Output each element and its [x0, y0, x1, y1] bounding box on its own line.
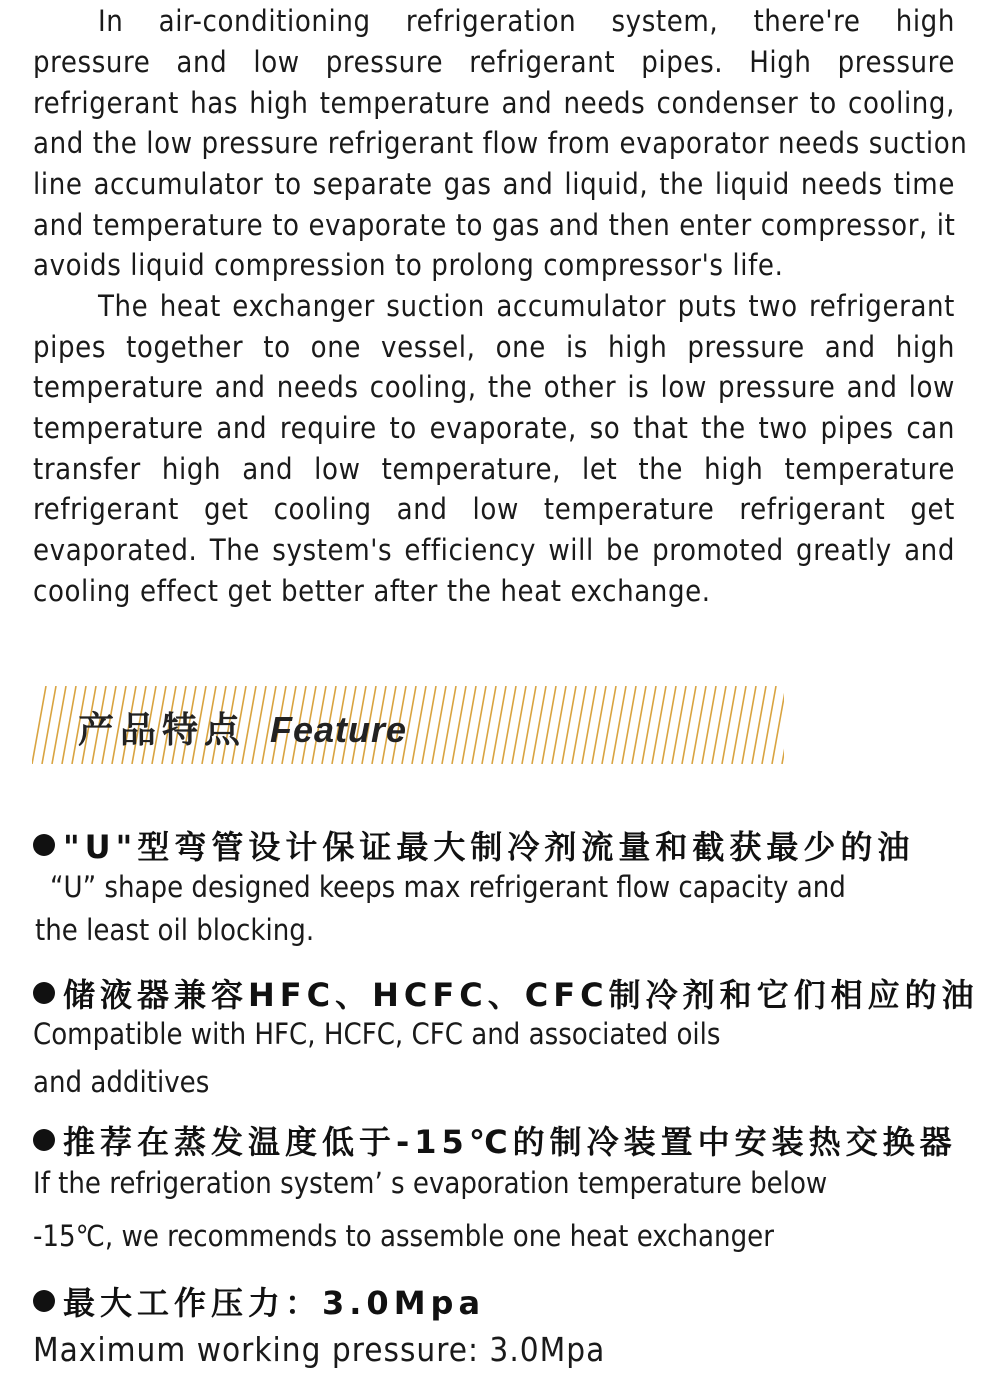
feature-en-line: If the refrigeration system’ s evaporation temperature below — [33, 1166, 828, 1200]
paragraph-line: refrigerant get cooling and low temperature refrigerant get — [33, 492, 955, 526]
paragraph-line: pressure and low pressure refrigerant pipes. High pressure — [33, 45, 955, 79]
paragraph-line: evaporated. The system's efficiency will be promoted greatly and — [33, 533, 955, 567]
paragraph-line: pipes together to one vessel, one is high pressure and high — [33, 330, 955, 364]
section-title-cn: 产品特点 — [78, 709, 247, 751]
feature-cn-heading: 推荐在蒸发温度低于-15℃的制冷装置中安装热交换器 — [33, 1117, 957, 1163]
paragraph-line: refrigerant has high temperature and needs condenser to cooling, — [33, 86, 955, 120]
paragraph-line: avoids liquid compression to prolong compressor's life. — [33, 248, 784, 282]
paragraph-line: and temperature to evaporate to gas and then enter compressor, it — [33, 208, 956, 242]
section-title-en: Feature — [270, 709, 408, 750]
paragraph-line: cooling effect get better after the heat exchange. — [33, 574, 711, 608]
bullet-icon — [33, 834, 55, 856]
bullet-icon — [33, 1290, 55, 1312]
paragraph-line: In air-conditioning refrigeration system, there're high — [98, 4, 955, 38]
paragraph-line: transfer high and low temperature, let the high temperature — [33, 452, 955, 486]
feature-en-line: the least oil blocking. — [35, 913, 315, 947]
paragraph-line: temperature and needs cooling, the other is low pressure and low — [33, 370, 955, 404]
feature-cn-heading: 储液器兼容HFC、HCFC、CFC制冷剂和它们相应的油 — [33, 970, 979, 1016]
feature-en-line: Compatible with HFC, HCFC, CFC and associated oils — [33, 1017, 721, 1051]
bullet-icon — [33, 982, 55, 1004]
feature-en-line: “U” shape designed keeps max refrigerant flow capacity and — [50, 870, 846, 904]
paragraph-line: line accumulator to separate gas and liquid, the liquid needs time — [33, 167, 955, 201]
bullet-icon — [33, 1129, 55, 1151]
paragraph-line: and the low pressure refrigerant flow from evaporator needs suction — [33, 126, 968, 160]
feature-en-line: and additives — [33, 1065, 210, 1099]
section-title — [78, 702, 407, 753]
feature-section-header — [32, 686, 784, 764]
feature-cn-heading: 最大工作压力：3.0Mpa — [33, 1278, 485, 1324]
feature-cn-heading: "U"型弯管设计保证最大制冷剂流量和截获最少的油 — [33, 822, 914, 868]
feature-en-line: Maximum working pressure: 3.0Mpa — [33, 1330, 606, 1369]
feature-en-line: -15℃, we recommends to assemble one heat exchanger — [33, 1219, 774, 1253]
paragraph-line: The heat exchanger suction accumulator puts two refrigerant — [98, 289, 955, 323]
paragraph-line: temperature and require to evaporate, so that the two pipes can — [33, 411, 955, 445]
